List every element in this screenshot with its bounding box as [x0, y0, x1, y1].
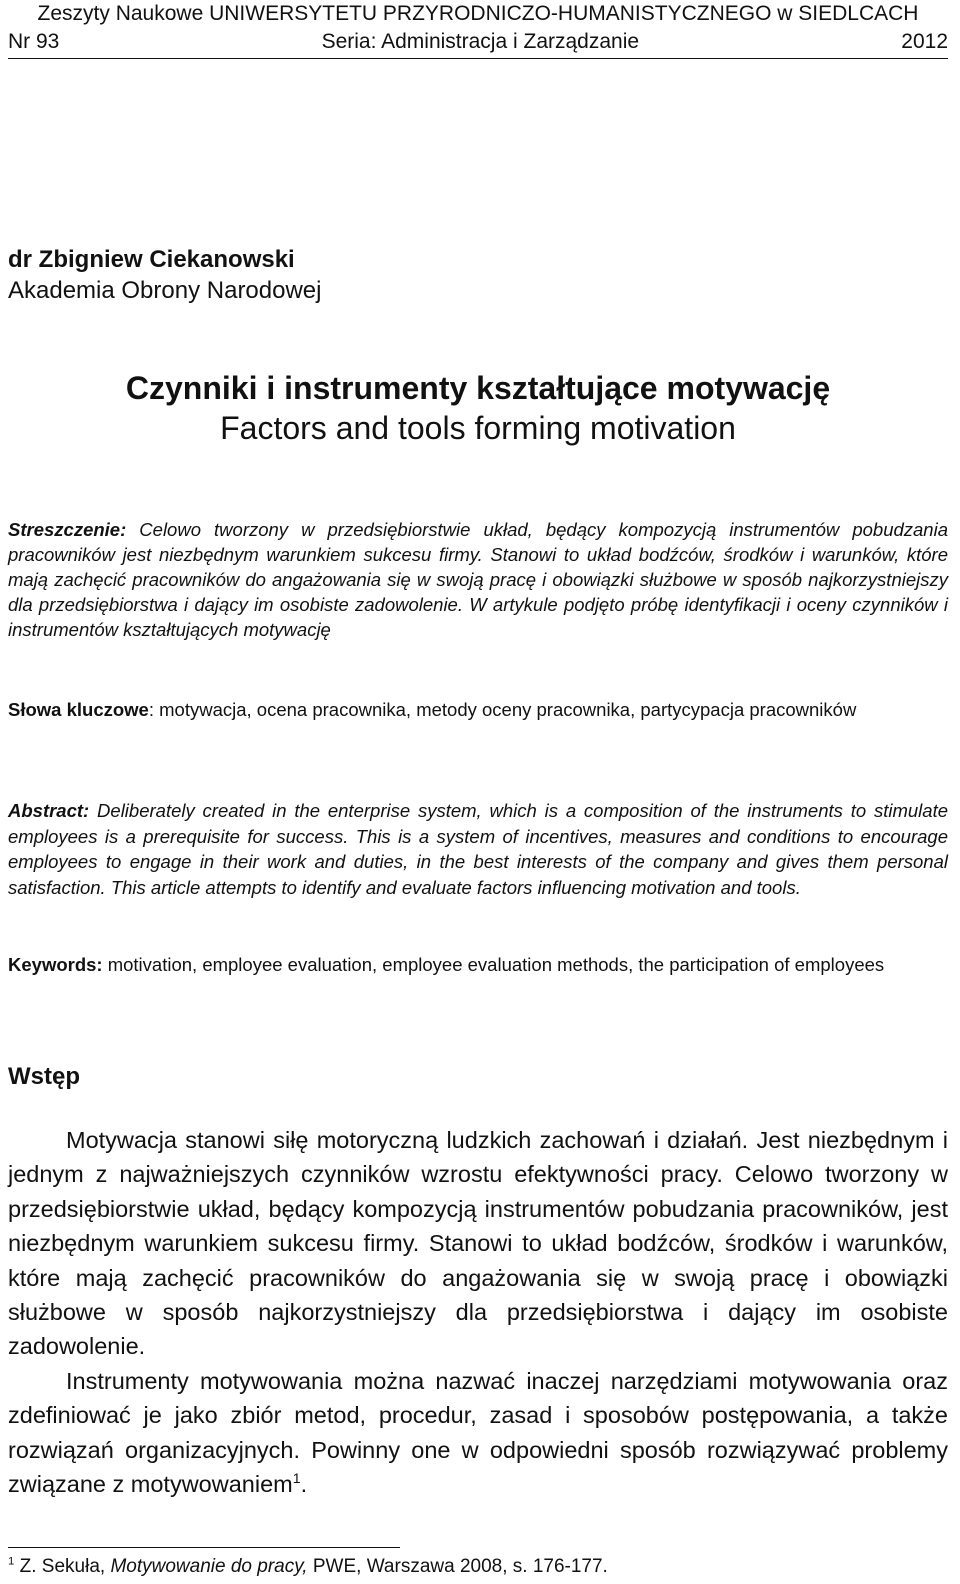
keywords-polish-label: Słowa kluczowe: [8, 699, 149, 720]
keywords-english: [8, 952, 948, 977]
author-affiliation: Akademia Obrony Narodowej: [8, 277, 322, 304]
footnote-rule: [8, 1547, 400, 1548]
section-heading: Wstęp: [8, 1063, 80, 1090]
keywords-polish: [8, 697, 948, 722]
paragraph-2: [8, 1364, 948, 1502]
issue-line: [8, 28, 948, 56]
keywords-english-text: motivation, employee evaluation, employee evaluation methods, the participation of employees: [102, 954, 885, 975]
paragraph-2-end: .: [300, 1471, 308, 1498]
footnote: [8, 1556, 608, 1578]
issue-number: Nr 93: [8, 30, 60, 53]
footnote-number: 1: [8, 1555, 15, 1568]
footnote-rest: PWE, Warszawa 2008, s. 176-177.: [307, 1556, 608, 1577]
abstract-polish: [8, 517, 948, 642]
journal-name: Zeszyty Naukowe UNIWERSYTETU PRZYRODNICZO-HUMANISTYCZNEGO w SIEDLCACH: [37, 2, 919, 25]
title-english: Factors and tools forming motivation: [220, 410, 736, 446]
paragraph-1: Motywacja stanowi siłę motoryczną ludzkich zachowań i działań. Jest niezbędnym i jednym z najważniejszych czynników wzrostu efektywności pracy. Celowo tworzony w przedsiębiorstwie układ, będący kompozycją instrumentów pobudzania pracowników, jest niezbędnym warunkiem sukcesu firmy. Stanowi to układ bodźców, środków i warunków, które mają zachęcić pracowników do angażowania się w swoją pracę i obowiązki służbowe w sposób najkorzystniejszy dla przedsiębiorstwa i dający im osobiste zadowolenie.: [8, 1127, 948, 1360]
footnote-reference[interactable]: 1: [292, 1470, 301, 1487]
title-block: [8, 368, 948, 448]
abstract-english-text: Deliberately created in the enterprise system, which is a composition of the instruments to stimulate employees is a prerequisite for success. This is a system of incentives, measures and conditions to encourage employees to engage in their work and duties, in the best interests of the company and gives them personal satisfaction. This article attempts to identify and evaluate factors influencing motivation and tools.: [8, 800, 948, 898]
footnote-title: Motywowanie do pracy,: [110, 1556, 308, 1577]
title-polish: Czynniki i instrumenty kształtujące motywację: [125, 370, 831, 406]
year: 2012: [901, 30, 948, 53]
paragraph-2-text: Instrumenty motywowania można nazwać inaczej narzędziami motywowania oraz zdefiniować je jako zbiór metod, procedur, zasad i sposobów postępowania, a także rozwiązań organizacyjnych. Powinny one w odpowiedni sposób rozwiązywać problemy związane z motywowaniem: [8, 1367, 948, 1498]
abstract-english: [8, 798, 948, 900]
keywords-english-label: Keywords:: [8, 954, 103, 975]
author-name: dr Zbigniew Ciekanowski: [8, 246, 295, 273]
abstract-polish-label: Streszczenie:: [8, 519, 127, 540]
abstract-english-label: Abstract:: [8, 800, 90, 821]
series-name: Seria: Administracja i Zarządzanie: [321, 30, 640, 53]
running-header: [8, 0, 948, 59]
body-text: [8, 1123, 948, 1501]
abstract-polish-text: Celowo tworzony w przedsiębiorstwie układ, będący kompozycją instrumentów pobudzania pracowników jest niezbędnym warunkiem sukcesu firmy. Stanowi to układ bodźców, środków i warunków, które mają zachęcić pracowników do angażowania się w swoją pracę i obowiązki służbowe w sposób najkorzystniejszy dla przedsiębiorstwa i dający im osobiste zadowolenie. W artykule podjęto próbę identyfikacji i oceny czynników i instrumentów kształtujących motywację: [8, 519, 948, 640]
author-block: [8, 244, 948, 306]
footnote-author: Z. Sekuła,: [14, 1556, 111, 1577]
keywords-polish-text: : motywacja, ocena pracownika, metody oceny pracownika, partycypacja pracowników: [148, 699, 857, 720]
header-rule: [8, 58, 948, 59]
